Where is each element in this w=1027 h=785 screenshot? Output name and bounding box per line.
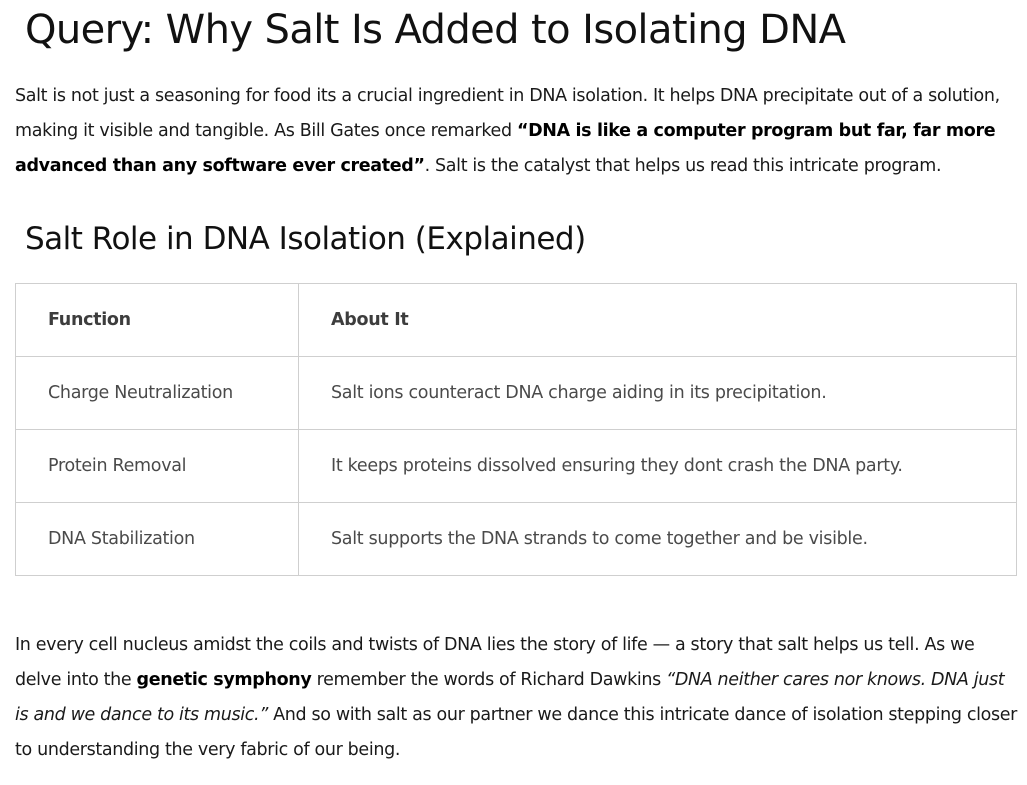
genetic-symphony-phrase: genetic symphony [136,670,312,690]
table-row [16,430,1017,503]
bill-gates-quote: “DNA is like a computer program but far, far more advanced than any software ever created” [15,121,996,176]
function-cell: Protein Removal [16,430,299,503]
intro-paragraph [15,79,1020,184]
outro-text-end: And so with salt as our partner we dance this intricate dance of isolation stepping closer to understanding the very fabric of our being. [15,705,1018,760]
salt-role-table [15,283,1017,576]
header-about-it: About It [299,284,1017,357]
function-cell: DNA Stabilization [16,503,299,576]
about-cell: It keeps proteins dissolved ensuring they dont crash the DNA party. [299,430,1017,503]
header-function: Function [16,284,299,357]
outro-text: In every cell nucleus amidst the coils and twists of DNA lies the story of life — a story that salt helps us tell. As we delve into the [15,635,975,690]
section-heading: Salt Role in DNA Isolation (Explained) [25,221,586,257]
dawkins-quote: “DNA neither cares nor knows. DNA just is and we dance to its music.” [15,670,1005,725]
table-header-row [16,284,1017,357]
page-title: Query: Why Salt Is Added to Isolating DNA [25,7,846,53]
intro-text-end: . Salt is the catalyst that helps us read this intricate program. [424,156,942,176]
table-row [16,357,1017,430]
function-cell: Charge Neutralization [16,357,299,430]
about-cell: Salt ions counteract DNA charge aiding in its precipitation. [299,357,1017,430]
about-cell: Salt supports the DNA strands to come together and be visible. [299,503,1017,576]
outro-text-mid: remember the words of Richard Dawkins [311,670,667,690]
table-row [16,503,1017,576]
outro-paragraph [15,628,1020,768]
intro-text: Salt is not just a seasoning for food its a crucial ingredient in DNA isolation. It helps DNA precipitate out of a solution, making it visible and tangible. As Bill Gates once remarked [15,86,1000,141]
